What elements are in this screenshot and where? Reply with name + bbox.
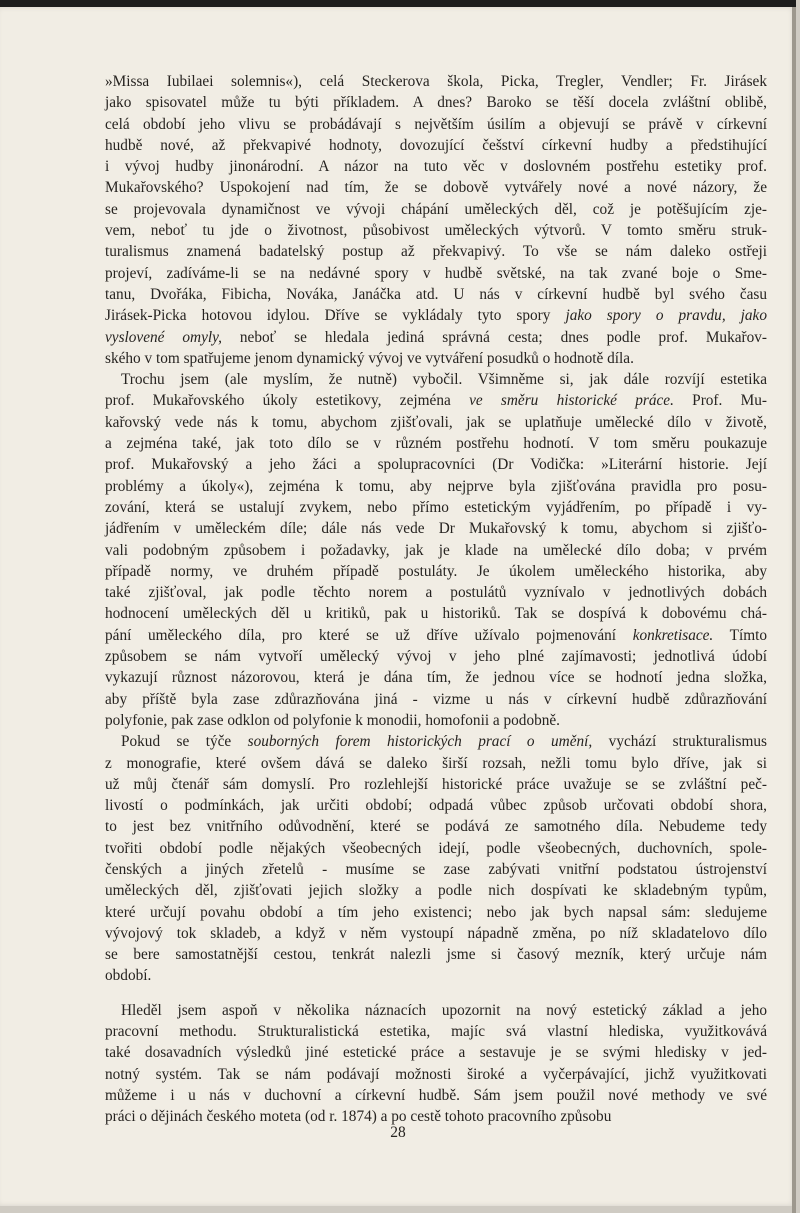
text-line: hudbě nové, až překvapivé hodnoty, dovozující češství církevní hudby a předstihující — [105, 136, 767, 154]
text-line: se bere samostatnější cestou, tenkrát nalezli jsme si časový mezník, který určuje nám — [105, 946, 767, 964]
italic-phrase: ve směru historické práce. — [469, 392, 674, 410]
paragraph — [105, 71, 767, 369]
italic-phrase: konkretisace. — [632, 626, 714, 644]
text-line: tanu, Dvořáka, Fibicha, Nováka, Janáčka atd. U nás v církevní hudbě byl svého času — [105, 285, 767, 303]
body-text — [105, 71, 767, 1128]
text-line: vykazují různost názorovou, která je dána tím, že jednou více se hodnotí jedna složka, — [105, 669, 767, 687]
text-line: problémy a úkoly«), zejména k tomu, aby nejprve byla zjišťována pravidla pro posu- — [105, 477, 767, 495]
text-line: Hleděl jsem aspoň v několika náznacích upozornit na nový estetický základ a jeho — [121, 1001, 767, 1019]
text-line: případě normy, ve druhém případě postuláty. Je úkolem uměleckého historika, aby — [105, 562, 767, 580]
text-line: a zejména také, jak toto dílo se v různém postřehu hodnotí. V tom směru poukazuje — [105, 435, 767, 453]
text-line: také zjišťoval, jak podle těchto norem a postulátů vyznívalo v jednotlivých dobách — [105, 584, 767, 602]
italic-phrase: vyslovené omyly, — [105, 328, 222, 346]
text-line: to jest bez vnitřního odůvodnění, které se podává ze samotného díla. Nebudeme tedy — [105, 818, 767, 836]
text-line: prof. Mukařovský a jeho žáci a spolupracovníci (Dr Vodička: »Literární historie. Její — [105, 456, 767, 474]
italic-phrase: souborných forem historických prací o umění, — [247, 733, 593, 751]
paragraph — [105, 1000, 767, 1128]
text-line: jádřením v uměleckém díle; dále nás vede Dr Mukařovský k tomu, abychom si zjišťo- — [105, 520, 767, 538]
text-line: práci o dějinách českého moteta (od r. 1874) a po cestě tohoto pracovního způsobu — [105, 1108, 612, 1126]
text-line: hodnocení uměleckých děl u kritiků, pak u historiků. Tak se dospívá k dobovému chá- — [105, 605, 767, 623]
text-line: projeví, zadíváme-li se na nedávné spory v hudbě světské, na tak zvané boje o Sme- — [105, 264, 767, 282]
text-line: Mukařovského? Uspokojení nad tím, že se dobově vytvářely nové a nové názory, že — [105, 179, 767, 197]
text-line: z monografie, které ovšem dává se daleko širší rozsah, nežli tomu bylo dříve, jak si — [105, 754, 767, 772]
text-line: i vývoj hudby jinonárodní. A názor na tuto věc v doslovném postřehu estetiky prof. — [105, 158, 767, 176]
text-line: Trochu jsem (ale myslím, že nutně) vybočil. Všimněme si, jak dále rozvíjí estetika — [121, 371, 767, 389]
text-line: uměleckých děl, zjišťovati jejich složky a podle nich dospívati ke skladebným typům, — [105, 882, 767, 900]
text-line: celá období jeho vlivu se probádávají s největším úsilím a objevují se právě v církevní — [105, 115, 767, 133]
text-line: můžeme i u nás v duchovní a církevní hudbě. Sám jsem použil nové methody ve své — [105, 1086, 767, 1104]
text-line: vyslovené omyly, neboť se hledala jediná správná cesta; dnes podle prof. Mukařov- — [105, 328, 767, 346]
text-line: které určují povahu období a tím jeho existenci; nebo jak bych napsal sám: sledujeme — [105, 903, 767, 921]
text-line: »Missa Iubilaei solemnis«), celá Steckerova škola, Picka, Tregler, Vendler; Fr. Jirásek — [105, 73, 767, 90]
italic-phrase: jako spory o pravdu, jako — [565, 307, 767, 325]
text-line: vali podobným způsobem i požadavky, jak je klade na umělecké dílo doba; v prvém — [105, 541, 767, 559]
text-line: zování, která se ustalují zvykem, nebo přímo estetickým vyjádřením, po případě i vy- — [105, 498, 767, 516]
text-line: tvořiti období podle nějakých všeobecných idejí, podle všeobecných, duchovních, spole- — [105, 839, 767, 857]
paragraph — [105, 731, 767, 987]
text-line: kařovský vede nás k tomu, abychom zjišťovali, jak se uplatňuje umělecké dílo v životě, — [105, 413, 767, 431]
page-edge — [792, 7, 796, 1213]
text-line: vývojový tok skladeb, a když v něm vystoupí nápadně změna, po níž skladatelovo dílo — [105, 924, 767, 942]
text-line: ského v tom spatřujeme jenom dynamický vývoj ve vytváření posudků o hodnotě díla. — [105, 349, 634, 367]
text-line: vem, neboť tu jde o životnost, působivost uměleckých výtvorů. V tomto směru struk- — [105, 222, 767, 240]
text-line: čenských a jiných zřetelů - musíme se zase zabývati vnitřní podstatou ústrojenství — [105, 860, 767, 878]
text-line: Pokud se týče souborných forem historických prací o umění, vychází strukturalismus — [121, 733, 767, 751]
text-line: období. — [105, 967, 152, 985]
text-line: livostí o podmínkách, jak určiti období; odpadá vůbec způsob určovati období shora, — [105, 797, 767, 815]
text-line: už můj čtenář sám domyslí. Pro rozlehlejší historické práce uvažuje se se zvláštní peč- — [105, 775, 767, 793]
text-line: pání uměleckého díla, pro které se už dříve užívalo pojmenování konkretisace. Tímto — [105, 626, 767, 644]
text-line: se projevovala dynamičnost ve vývoji chápání uměleckých děl, což je potěšujícím zje- — [105, 200, 767, 218]
text-line: prof. Mukařovského úkoly estetikovy, zejména ve směru historické práce. Prof. Mu- — [105, 392, 767, 410]
text-line: turalismus znamená badatelský postup až překvapivý. To vše se nám daleko ostřeji — [105, 243, 767, 261]
text-line: pracovní methodu. Strukturalistická estetika, majíc svá vlastní hlediska, využitkovává — [105, 1023, 767, 1041]
text-line: Jirásek-Picka hotovou idylou. Dříve se vykládaly tyto spory jako spory o pravdu, jako — [105, 307, 767, 325]
text-line: způsobem se nám vytvoří umělecký vývoj v jeho plné zajímavosti; jednotlivá údobí — [105, 648, 767, 666]
text-line: polyfonie, pak zase odklon od polyfonie k monodii, homofonii a podobně. — [105, 711, 561, 729]
paragraph — [105, 369, 767, 731]
text-line: jako spisovatel může tu býti příkladem. A dnes? Baroko se těší docela zvláštní oblibě, — [105, 94, 767, 112]
page-number: 28 — [390, 1124, 406, 1141]
text-line: také dosavadních výsledků jiné estetické práce a sestavuje je se svými hledisky v jed- — [105, 1044, 767, 1062]
text-line: aby příště byla zase zdůrazňována jiná - vizme u nás v církevní hudbě zdůrazňování — [105, 690, 767, 708]
text-line: notný systém. Tak se nám podávají možnosti široké a vyčerpávající, jichž využitkovati — [105, 1065, 767, 1083]
